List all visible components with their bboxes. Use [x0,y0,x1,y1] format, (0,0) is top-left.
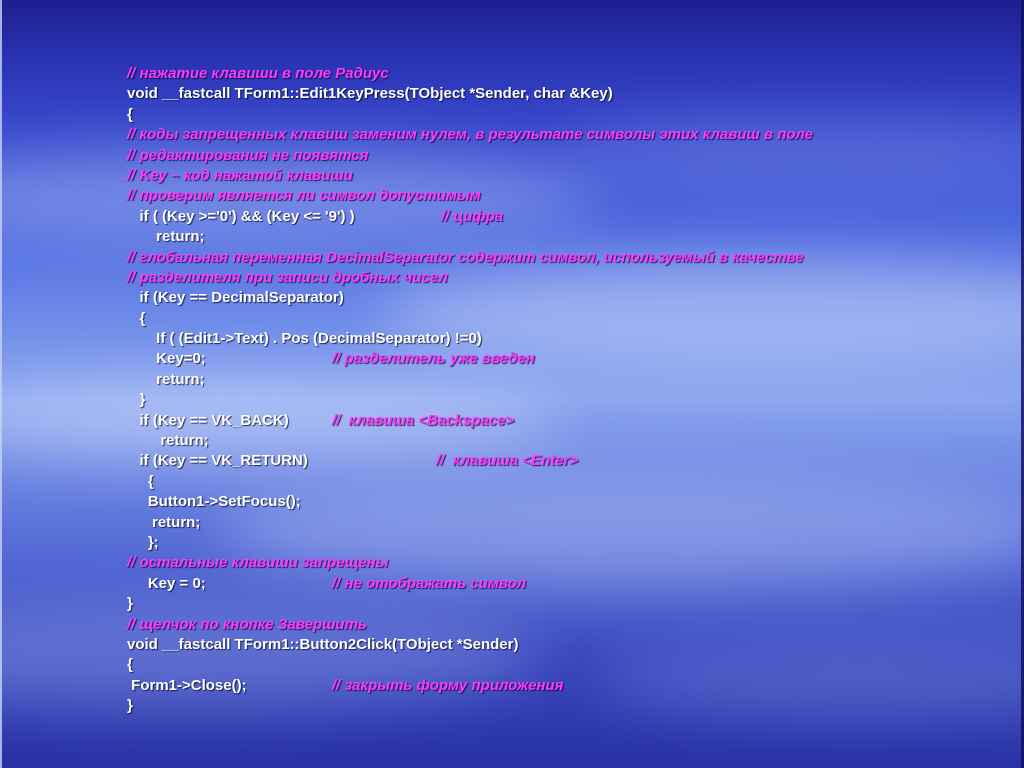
code-line [127,349,813,369]
code-line [127,594,813,614]
comment-text: // редактирования не появятся [127,146,369,164]
code-line [127,309,813,329]
trailing-comment-text: // клавиша <Enter> [436,452,579,470]
code-line [127,227,813,247]
code-text: return; [127,370,205,388]
comment-line [127,553,813,573]
comment-text: // нажатие клавиши в поле Радиус [127,65,389,82]
comment-line [127,615,813,635]
code-text: void __fastcall TForm1::Edit1KeyPress(TObject *Sender, char &Key) [127,85,613,103]
code-text: { [127,309,146,327]
code-line [127,329,813,349]
code-text: { [127,472,154,490]
code-line [127,84,813,104]
comment-text: // разделителя при записи дробных чисел [127,268,448,286]
code-line [127,574,813,594]
code-line [127,288,813,308]
comment-text: // глобальная переменная DecimalSeparator содержит символ, используемый в качестве [127,248,804,266]
code-line [127,451,813,471]
comment-text: // проверим является ли символ допустимым [127,187,481,205]
code-line [127,105,813,125]
code-text: Form1->Close(); [127,676,247,694]
trailing-comment-text: // разделитель уже введен [332,350,535,368]
code-text: return; [127,432,209,450]
code-text: } [127,595,133,613]
code-line [127,676,813,696]
code-line [127,655,813,675]
code-line [127,370,813,390]
comment-text: // щелчок по кнопке Завершить [127,615,367,633]
code-line [127,472,813,492]
code-line [127,635,813,655]
code-text: if (Key == VK_RETURN) [127,452,308,470]
code-text: } [127,391,146,409]
code-listing [127,64,813,717]
code-text: if ( (Key >='0') && (Key <= '9') ) [127,207,355,225]
code-text: return; [127,513,201,531]
code-line [127,431,813,451]
code-line [127,411,813,431]
comment-text: // коды запрещенных клавиш заменим нулем, в результате символы этих клавиш в поле [127,126,814,144]
comment-line [127,166,813,186]
code-text: }; [127,533,159,551]
comment-line [127,125,813,145]
trailing-comment-text: // клавиша <Backspace> [332,411,515,429]
code-line [127,390,813,410]
code-text: if (Key == DecimalSeparator) [127,289,344,307]
trailing-comment-text: // закрыть форму приложения [332,676,564,694]
comment-line [127,146,813,166]
comment-line [127,186,813,206]
code-line [127,513,813,533]
code-text: { [127,656,133,674]
comment-line [127,268,813,288]
code-text: void __fastcall TForm1::Button2Click(TObject *Sender) [127,635,519,653]
comment-line [127,248,813,268]
trailing-comment-text: // не отображать символ [332,574,527,592]
code-text: Button1->SetFocus(); [127,493,301,511]
code-line [127,492,813,512]
code-line [127,207,813,227]
code-line [127,533,813,553]
comment-text: // остальные клавиши запрещены [127,554,389,572]
code-text: Key=0; [127,350,206,368]
code-text: return; [127,228,205,246]
slide-edge-left [0,0,2,768]
code-text: if (Key == VK_BACK) [127,411,289,429]
code-text: } [127,697,133,715]
comment-text: // Key – код нажатой клавиши [127,166,353,184]
code-line [127,696,813,716]
trailing-comment-text: // цифра [441,207,504,225]
comment-line [127,64,813,84]
code-text: Key = 0; [127,574,206,592]
code-text: { [127,105,133,123]
code-text: If ( (Edit1->Text) . Pos (DecimalSeparator) !=0) [127,330,482,348]
